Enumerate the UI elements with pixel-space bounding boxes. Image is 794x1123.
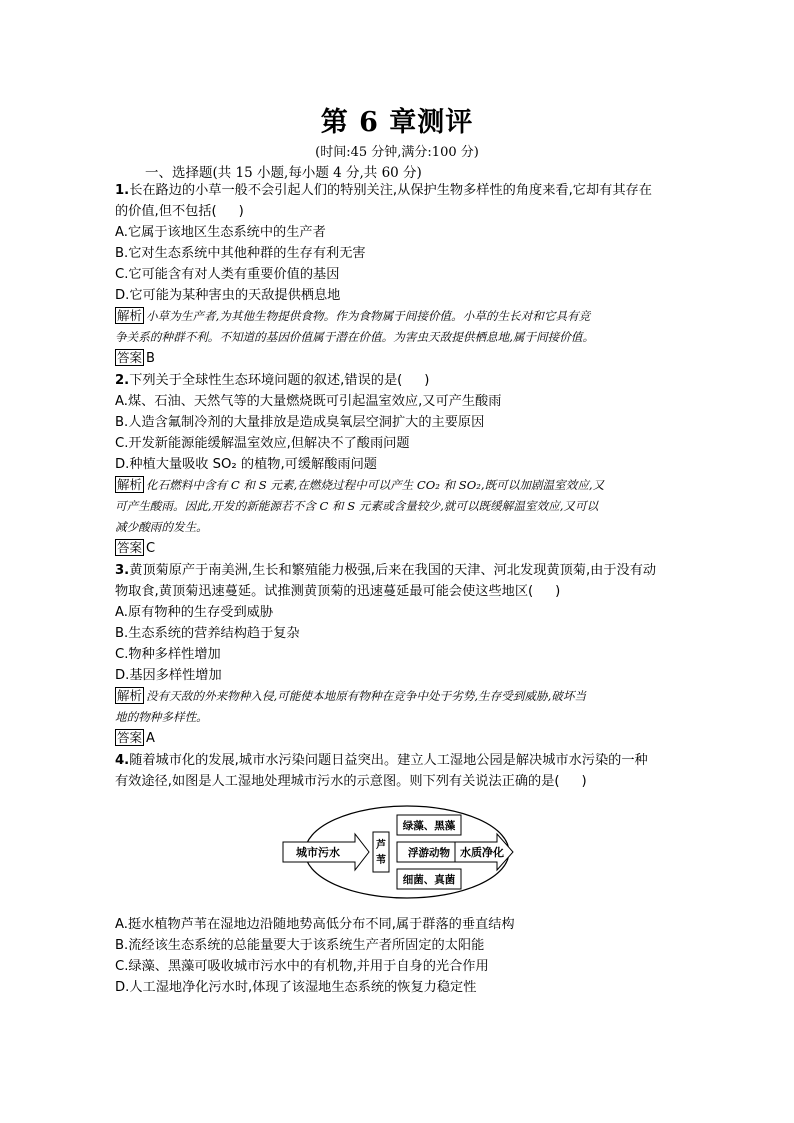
analysis-text: 减少酸雨的发生。 [115,520,208,534]
analysis-text: 没有天敌的外来物种入侵,可能使本地原有物种在竞争中处于劣势,生存受到威胁,破坏当 [146,689,587,703]
option: B.人造含氟制冷剂的大量排放是造成臭氧层空洞扩大的主要原因 [115,415,485,430]
question-stem: 有效途径,如图是人工湿地处理城市污水的示意图。则下列有关说法正确的是( [115,774,560,789]
algae-label: 绿藻、黑藻 [402,820,456,832]
page-title: 第 6 章测评 [320,107,474,138]
question-stem: 黄顶菊原产于南美洲,生长和繁殖能力极强,后来在我国的天津、河北发现黄顶菊,由于没有动 [129,563,657,578]
analysis-tag: 解析 [117,688,143,703]
reed-label-2: 苇 [376,855,386,866]
answer-tag: 答案 [117,730,143,745]
option: C.物种多样性增加 [115,647,221,662]
option: B.生态系统的营养结构趋于复杂 [115,626,300,641]
option: D.基因多样性增加 [115,668,222,683]
question-number: 4. [115,753,130,768]
answer-value: A [146,731,155,746]
microbe-label: 细菌、真菌 [402,874,456,886]
option: A.它属于该地区生态系统中的生产者 [115,225,326,240]
question-2: 2.下列关于全球性生态环境问题的叙述,错误的是( ) A.煤、石油、天然气等的大量燃烧既可引起温室效应,又可产生酸雨 B.人造含氟制冷剂的大量排放是造成臭氧层空洞扩大的主要原因 C.开发新能源能缓解温室效应,但解决不了酸雨问题 D.种植大量吸收 SO₂ 的植物,可缓解酸雨问题 解析 化石燃料中含有 C 和 S 元素,在燃烧过程中可以产生 CO₂ 和 SO₂,既可以加剧温室效应,又 可产生酸雨。因此,开发的新能源若不含 C 和 S 元素或含量较少,就可以既缓解温室效应,又可以 减少酸雨的发生。 答案 C [115,370,685,560]
answer-value: B [146,351,155,366]
analysis-text: 可产生酸雨。因此,开发的新能源若不含 C 和 S 元素或含量较少,就可以既缓解温室效应,又可以 [115,499,599,513]
analysis-text: 争关系的种群不利。不知道的基因价值属于潜在价值。为害虫天敌提供栖息地,属于间接价值。 [115,330,595,344]
option: C.绿藻、黑藻可吸收城市污水中的有机物,并用于自身的光合作用 [115,959,489,974]
option: A.煤、石油、天然气等的大量燃烧既可引起温室效应,又可产生酸雨 [115,394,502,409]
analysis-text: 地的物种多样性。 [115,710,208,724]
question-stem: 下列关于全球性生态环境问题的叙述,错误的是( [129,373,403,388]
analysis-tag: 解析 [117,477,143,492]
option: A.原有物种的生存受到威胁 [115,605,274,620]
question-stem: 的价值,但不包括( [115,204,217,219]
option: C.开发新能源能缓解温室效应,但解决不了酸雨问题 [115,436,410,451]
option: D.它可能为某种害虫的天敌提供栖息地 [115,288,341,303]
exam-info: (时间:45 分钟,满分:100 分) [315,145,479,160]
option: C.它可能含有对人类有重要价值的基因 [115,267,340,282]
section-heading: 一、选择题(共 15 小题,每小题 4 分,共 60 分) [145,165,422,181]
question-list [115,180,685,998]
reed-label-1: 芦 [376,840,386,851]
input-label: 城市污水 [296,846,340,859]
question-stem: 随着城市化的发展,城市水污染问题日益突出。建立人工湿地公园是解决城市水污染的一种 [129,753,648,768]
wetland-diagram [115,798,685,908]
question-number: 3. [115,563,130,578]
question-number: 1. [115,183,130,198]
option: D.种植大量吸收 SO₂ 的植物,可缓解酸雨问题 [115,457,377,472]
output-label: 水质净化 [460,846,504,859]
analysis-text: 小草为生产者,为其他生物提供食物。作为食物属于间接价值。小草的生长对和它具有竞 [146,309,591,323]
question-number: 2. [115,373,130,388]
question-1: 1.长在路边的小草一般不会引起人们的特别关注,从保护生物多样性的角度来看,它却有其存在 的价值,但不包括( ) A.它属于该地区生态系统中的生产者 B.它对生态系统中其他种群的生存有利无害 C.它可能含有对人类有重要价值的基因 D.它可能为某种害虫的天敌提供栖息地 解析 小草为生产者,为其他生物提供食物。作为食物属于间接价值。小草的生长对和它具有竞 争关系的种群不利。不知道的基因价值属于潜在价值。为害虫天敌提供栖息地,属于间接价值。 答案 B [115,180,685,370]
option: A.挺水植物芦苇在湿地边沿随地势高低分布不同,属于群落的垂直结构 [115,917,515,932]
question-3: 3.黄顶菊原产于南美洲,生长和繁殖能力极强,后来在我国的天津、河北发现黄顶菊,由于没有动 物取食,黄顶菊迅速蔓延。试推测黄顶菊的迅速蔓延最可能会使这些地区( ) A.原有物种的生存受到威胁 B.生态系统的营养结构趋于复杂 C.物种多样性增加 D.基因多样性增加 解析 没有天敌的外来物种入侵,可能使本地原有物种在竞争中处于劣势,生存受到威胁,破坏当 地的物种多样性。 答案 A [115,560,685,750]
wetland-diagram-svg [115,798,685,908]
analysis-text: 化石燃料中含有 C 和 S 元素,在燃烧过程中可以产生 CO₂ 和 SO₂,既可以加剧温室效应,又 [146,478,605,492]
answer-tag: 答案 [117,350,143,365]
question-stem: 长在路边的小草一般不会引起人们的特别关注,从保护生物多样性的角度来看,它却有其存在 [129,183,652,198]
question-4: 4.随着城市化的发展,城市水污染问题日益突出。建立人工湿地公园是解决城市水污染的一种 有效途径,如图是人工湿地处理城市污水的示意图。则下列有关说法正确的是( ) 城市污水 芦 苇 绿藻、黑藻 浮游动物 细菌、真菌 水质净化 A.挺水植物芦苇在湿地边沿随地势高低分布不同,属于群落的垂直结构 B.流经该生态系统的总能量要大于该系统生产者所固定的太阳能 C.绿藻、黑藻可吸收城市污水中的有机物,并用于自身的光合作用 D.人工湿地净化污水时,体现了该湿地生态系统的恢复力稳定性 [115,750,685,998]
option: D.人工湿地净化污水时,体现了该湿地生态系统的恢复力稳定性 [115,980,477,995]
reed-box [373,832,389,872]
analysis-tag: 解析 [117,308,143,323]
question-stem: 物取食,黄顶菊迅速蔓延。试推测黄顶菊的迅速蔓延最可能会使这些地区( [115,584,534,599]
option: B.它对生态系统中其他种群的生存有利无害 [115,246,366,261]
answer-value: C [146,541,156,556]
option: B.流经该生态系统的总能量要大于该系统生产者所固定的太阳能 [115,938,485,953]
zooplankton-label: 浮游动物 [408,847,450,859]
answer-tag: 答案 [117,540,143,555]
